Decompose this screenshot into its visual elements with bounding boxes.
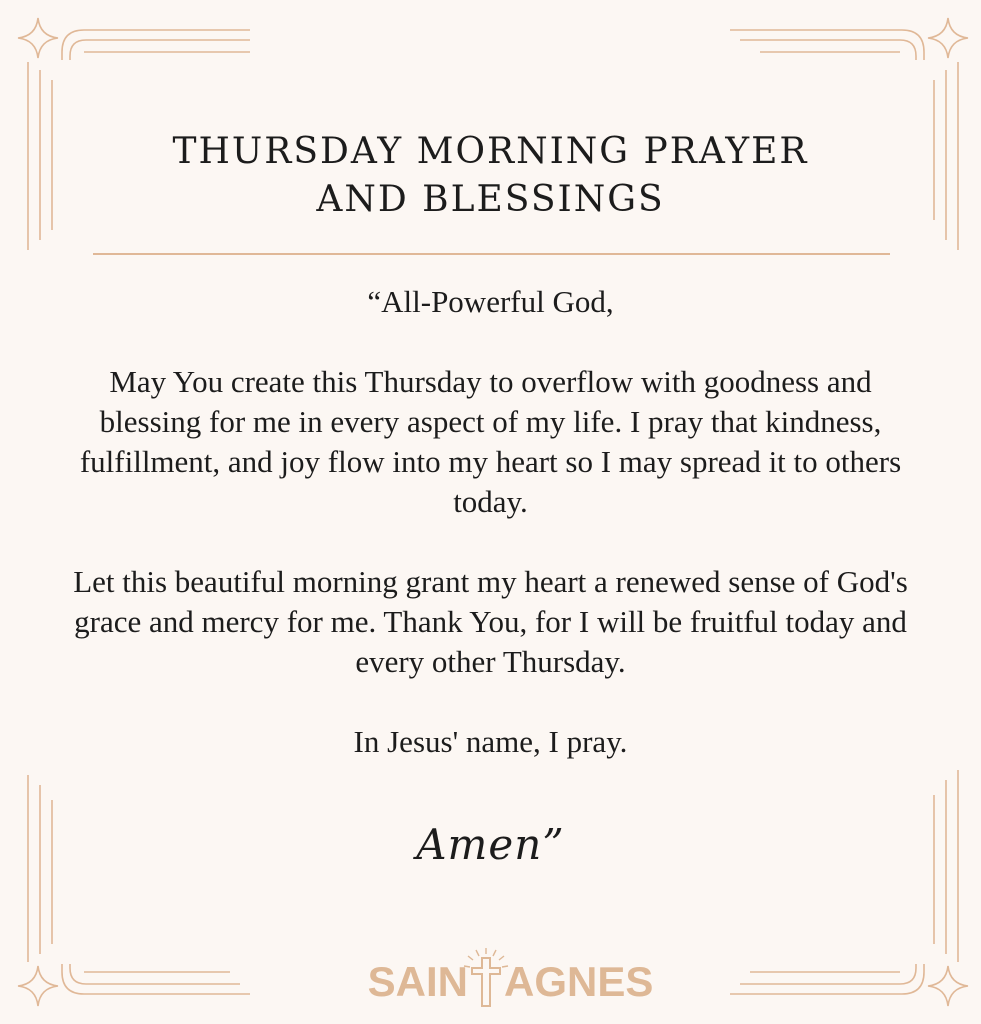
page-title: [80, 128, 901, 224]
prayer-salutation: “All-Powerful God,: [367, 284, 614, 319]
cross-with-rays-icon: [464, 948, 508, 1006]
brand-logo: [300, 940, 681, 1020]
prayer-paragraph-2: Let this beautiful morning grant my heart a renewed sense of God's grace and mercy for me. Thank You, for I will be fruitful today and every other Thursday.: [73, 564, 908, 679]
corner-ornament-bottom-right: [730, 770, 968, 1006]
prayer-paragraph-1: May You create this Thursday to overflow with goodness and blessing for me in every aspect of my life. I pray that kindness, fulfillment, and joy flow into my heart so I may spread it to others today.: [79, 364, 902, 519]
brand-name-right: AGNES: [504, 958, 654, 1005]
title-divider: [93, 253, 890, 255]
prayer-closing: In Jesus' name, I pray.: [353, 724, 628, 759]
title-line-1: THURSDAY MORNING PRAYER: [172, 131, 809, 172]
corner-ornament-bottom-left: [18, 775, 250, 1006]
brand-name-left: SAIN: [367, 958, 468, 1005]
amen-signature: Amen”: [416, 820, 565, 869]
title-line-2: AND BLESSINGS: [316, 179, 665, 220]
